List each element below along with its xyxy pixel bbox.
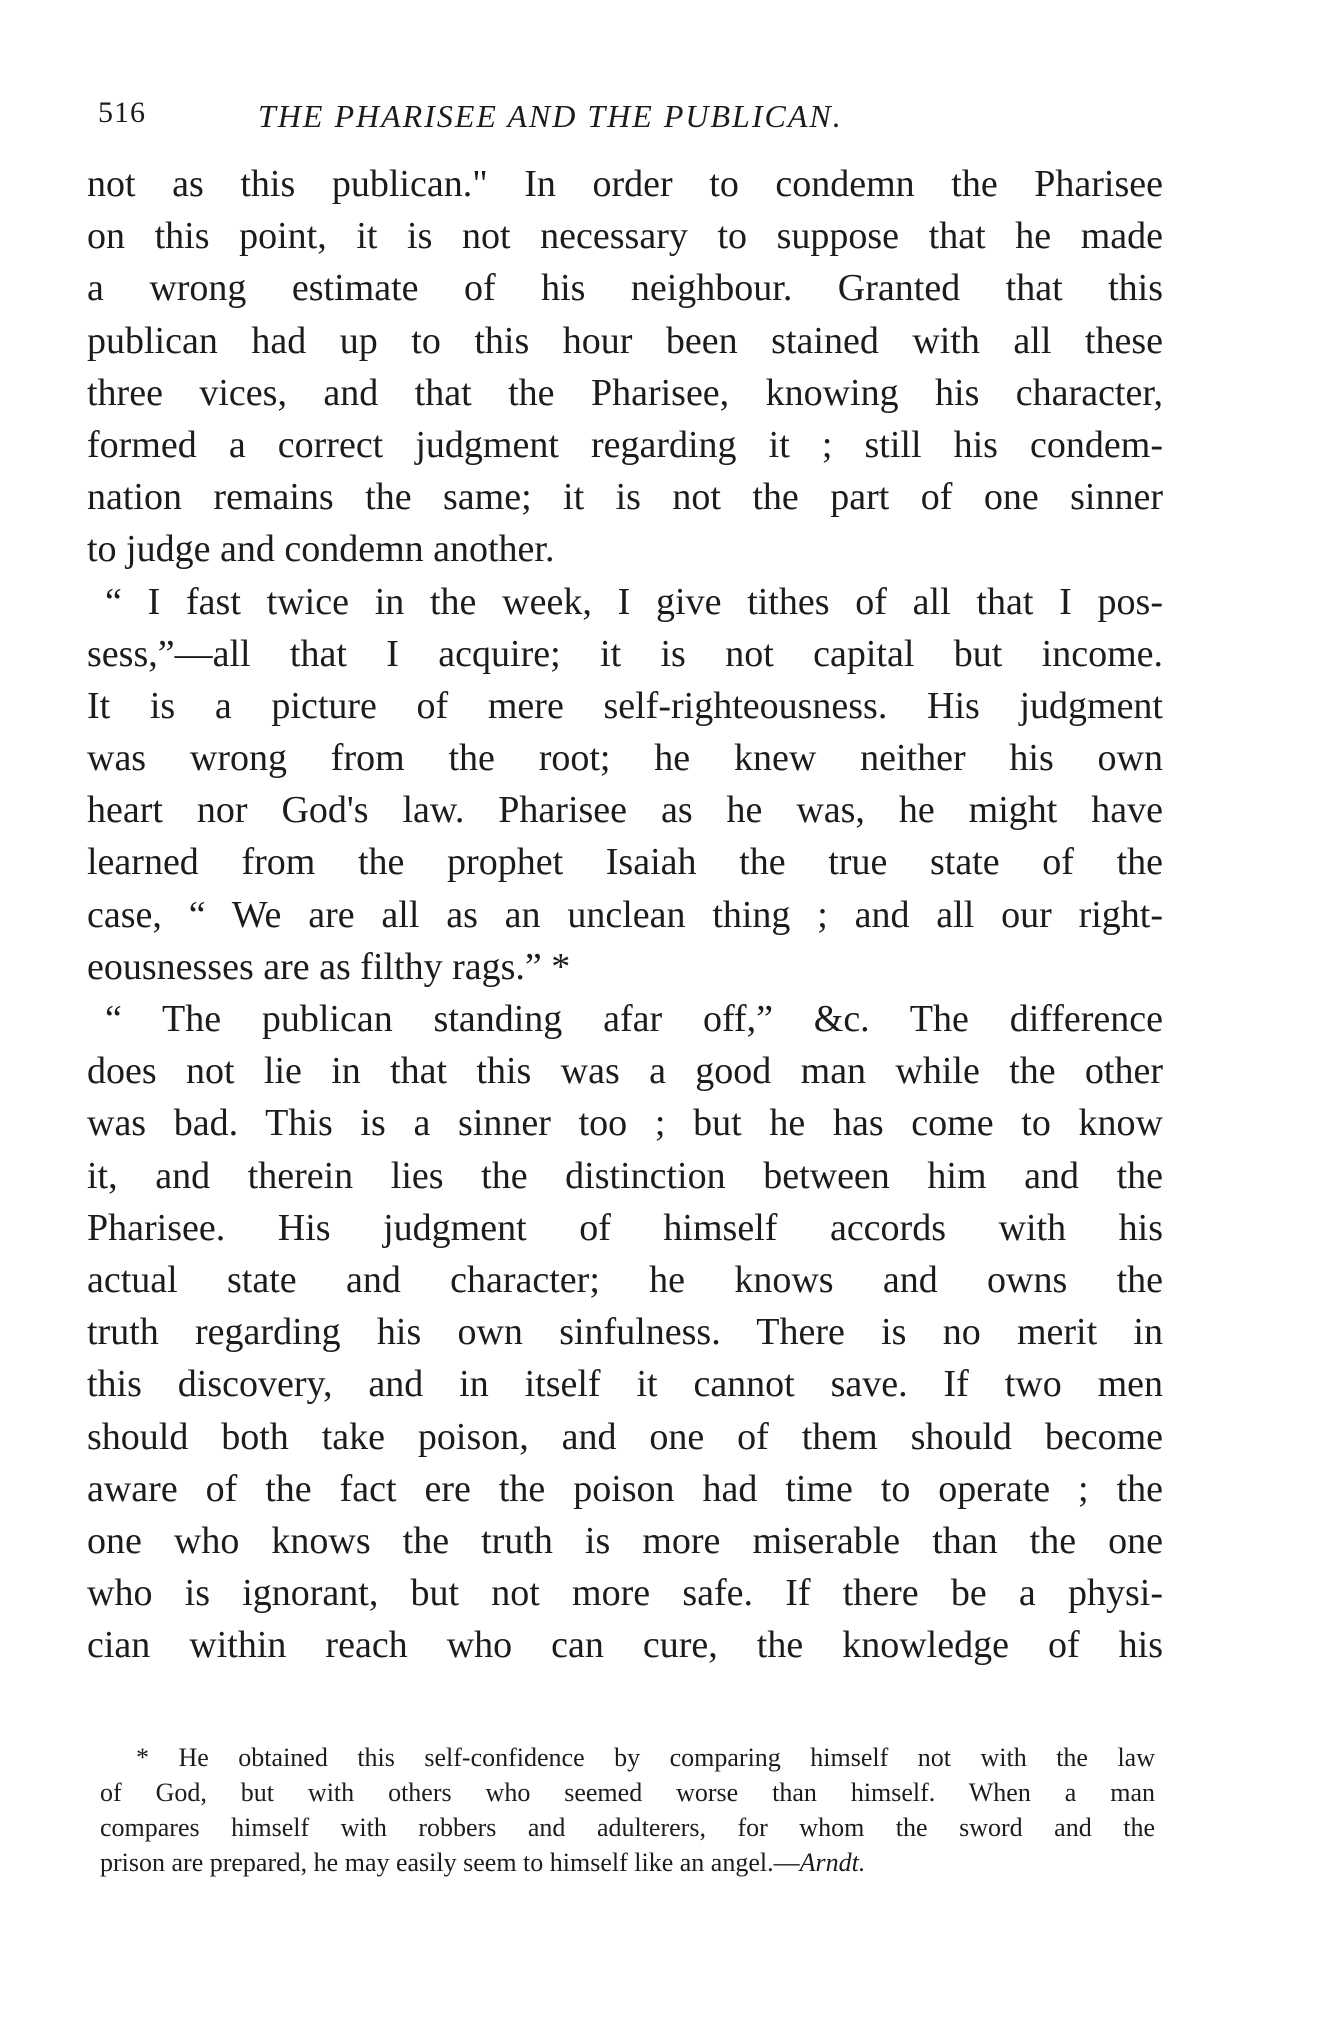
- footnote-line: compares himself with robbers and adulterers, for whom the sword and the: [100, 1813, 1155, 1842]
- text-line: Pharisee. His judgment of himself accords with his: [87, 1206, 1163, 1249]
- text-line: “ I fast twice in the week, I give tithes of all that I pos-: [105, 580, 1163, 623]
- footnote-author: Arndt.: [799, 1848, 866, 1877]
- running-title: THE PHARISEE AND THE PUBLICAN.: [258, 98, 843, 134]
- text-line: cian within reach who can cure, the knowledge of his: [87, 1624, 1163, 1667]
- footnote-text: prison are prepared, he may easily seem to himself like an angel.—: [100, 1848, 800, 1877]
- text-line: this discovery, and in itself it cannot save. If two men: [87, 1363, 1163, 1406]
- text-line: not as this publican." In order to condemn the Pharisee: [87, 163, 1163, 205]
- footnote-line: of God, but with others who seemed worse than himself. When a man: [100, 1778, 1155, 1807]
- page-number: 516: [98, 96, 146, 129]
- text-line: should both take poison, and one of them should become: [87, 1415, 1163, 1458]
- text-line: one who knows the truth is more miserable than the one: [87, 1519, 1163, 1562]
- text-line: on this point, it is not necessary to suppose that he made: [87, 215, 1163, 258]
- text-line: three vices, and that the Pharisee, knowing his character,: [87, 371, 1163, 414]
- footnote-line: * He obtained this self-confidence by comparing himself not with the law: [136, 1743, 1155, 1772]
- body-text: [87, 158, 1163, 1671]
- text-line: formed a correct judgment regarding it ; still his condem-: [87, 423, 1163, 466]
- text-line: case, “ We are all as an unclean thing ; and all our right-: [87, 893, 1163, 936]
- text-line: It is a picture of mere self-righteousness. His judgment: [87, 684, 1163, 727]
- text-line: was bad. This is a sinner too ; but he has come to know: [87, 1102, 1163, 1145]
- text-line: heart nor God's law. Pharisee as he was, he might have: [87, 789, 1163, 832]
- footnote: [100, 1740, 1155, 1880]
- text-line: who is ignorant, but not more safe. If there be a physi-: [87, 1572, 1163, 1615]
- text-line: does not lie in that this was a good man while the other: [87, 1050, 1163, 1093]
- text-line: publican had up to this hour been stained with all these: [87, 319, 1163, 362]
- text-line: learned from the prophet Isaiah the true state of the: [87, 841, 1163, 884]
- text-line: to judge and condemn another.: [87, 528, 555, 571]
- text-line: “ The publican standing afar off,” &c. The difference: [105, 998, 1163, 1040]
- text-line: eousnesses are as filthy rags.” *: [87, 945, 571, 988]
- footnote-line-last: [100, 1845, 1155, 1880]
- text-line: a wrong estimate of his neighbour. Granted that this: [87, 267, 1163, 310]
- text-line: actual state and character; he knows and owns the: [87, 1258, 1163, 1301]
- text-line: was wrong from the root; he knew neither his own: [87, 737, 1163, 780]
- text-line: nation remains the same; it is not the part of one sinner: [87, 476, 1163, 519]
- text-line: aware of the fact ere the poison had time to operate ; the: [87, 1467, 1163, 1510]
- text-line: truth regarding his own sinfulness. There is no merit in: [87, 1311, 1163, 1354]
- text-line: it, and therein lies the distinction between him and the: [87, 1154, 1163, 1197]
- page-header: [98, 96, 1158, 136]
- text-line: sess,”—all that I acquire; it is not capital but income.: [87, 632, 1163, 675]
